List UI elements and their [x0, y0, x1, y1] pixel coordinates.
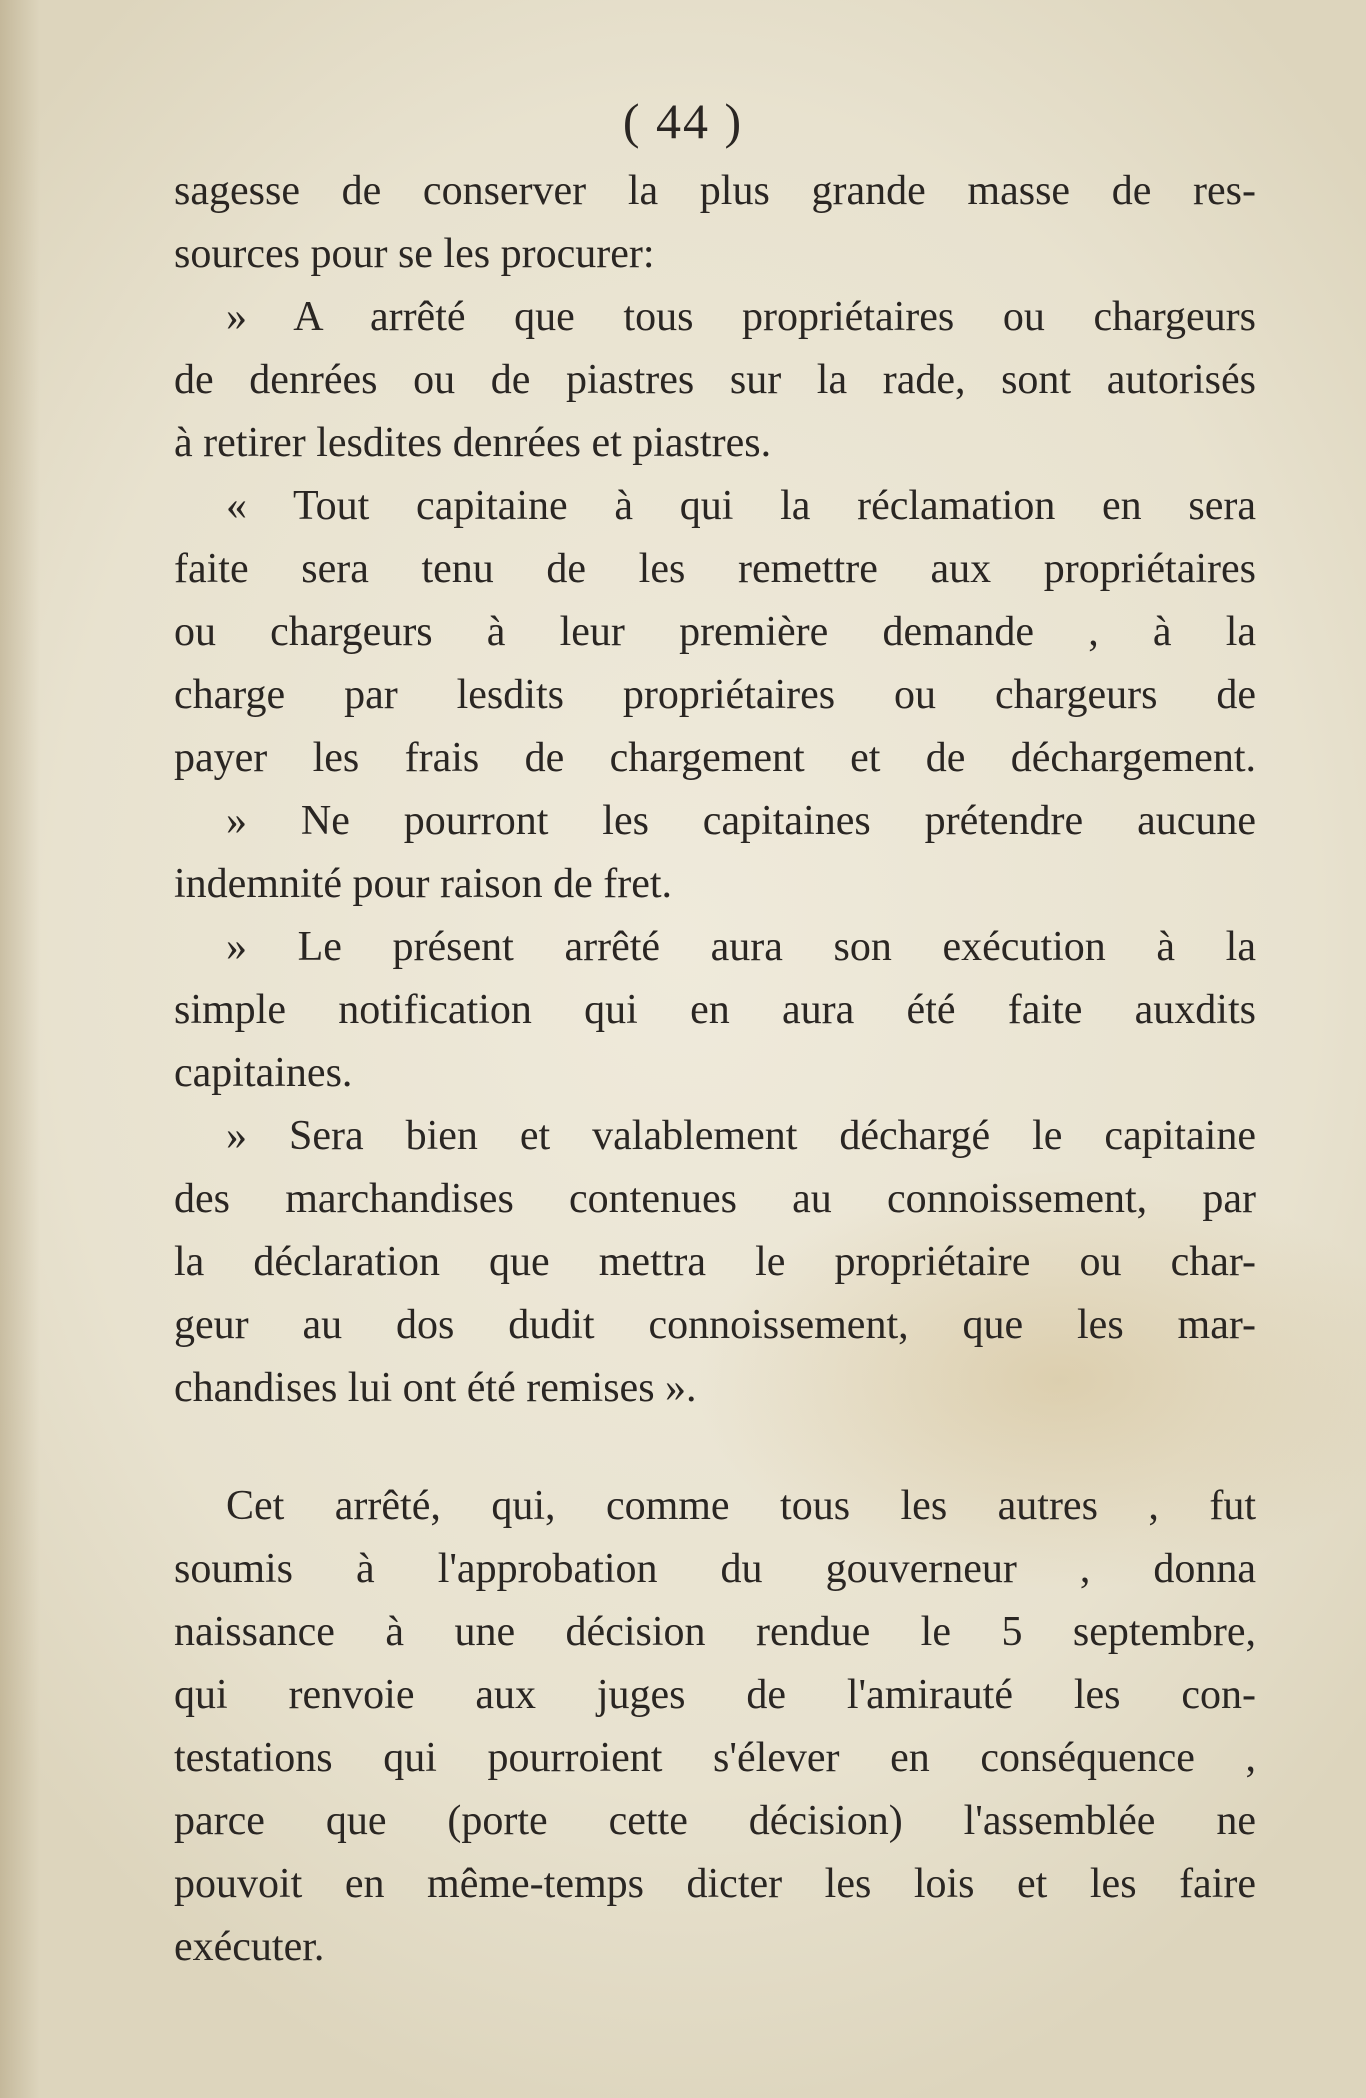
text-line: la déclaration que mettra le propriétaire ou char- — [174, 1239, 1256, 1285]
page-number: ( 44 ) — [622, 93, 744, 149]
text-line: indemnité pour raison de fret. — [174, 861, 673, 907]
text-line: qui renvoie aux juges de l'amirauté les con- — [174, 1672, 1256, 1718]
text-line: geur au dos dudit connoissement, que les mar- — [174, 1302, 1256, 1348]
text-line: » A arrêté que tous propriétaires ou chargeurs — [226, 294, 1256, 340]
text-line: sagesse de conserver la plus grande masse de res- — [174, 168, 1256, 214]
text-line: faite sera tenu de les remettre aux propriétaires — [174, 546, 1256, 592]
text-line: des marchandises contenues au connoissement, par — [174, 1176, 1256, 1222]
text-line: naissance à une décision rendue le 5 septembre, — [174, 1609, 1256, 1655]
text-line: pouvoit en même-temps dicter les lois et les faire — [174, 1861, 1256, 1907]
text-line: parce que (porte cette décision) l'assemblée ne — [174, 1798, 1256, 1844]
text-line: chandises lui ont été remises ». — [174, 1365, 697, 1411]
text-line: » Le présent arrêté aura son exécution à la — [226, 924, 1256, 970]
text-line: charge par lesdits propriétaires ou chargeurs de — [174, 672, 1256, 718]
text-line: capitaines. — [174, 1050, 353, 1096]
text-line: exécuter. — [174, 1924, 325, 1970]
paragraph-gap — [174, 1420, 1256, 1475]
page-text — [174, 160, 1256, 1979]
text-line: à retirer lesdites denrées et piastres. — [174, 420, 772, 466]
text-line: » Ne pourront les capitaines prétendre aucune — [226, 798, 1256, 844]
text-line: « Tout capitaine à qui la réclamation en sera — [226, 483, 1256, 529]
text-line: Cet arrêté, qui, comme tous les autres , fut — [226, 1483, 1256, 1529]
text-line: sources pour se les procurer: — [174, 231, 655, 277]
text-line: de denrées ou de piastres sur la rade, sont autorisés — [174, 357, 1256, 403]
text-line: testations qui pourroient s'élever en conséquence , — [174, 1735, 1256, 1781]
text-line: ou chargeurs à leur première demande , à la — [174, 609, 1256, 655]
text-line: » Sera bien et valablement déchargé le capitaine — [226, 1113, 1256, 1159]
text-line: simple notification qui en aura été faite auxdits — [174, 987, 1256, 1033]
text-line: soumis à l'approbation du gouverneur , donna — [174, 1546, 1256, 1592]
text-line: payer les frais de chargement et de déchargement. — [174, 735, 1256, 781]
